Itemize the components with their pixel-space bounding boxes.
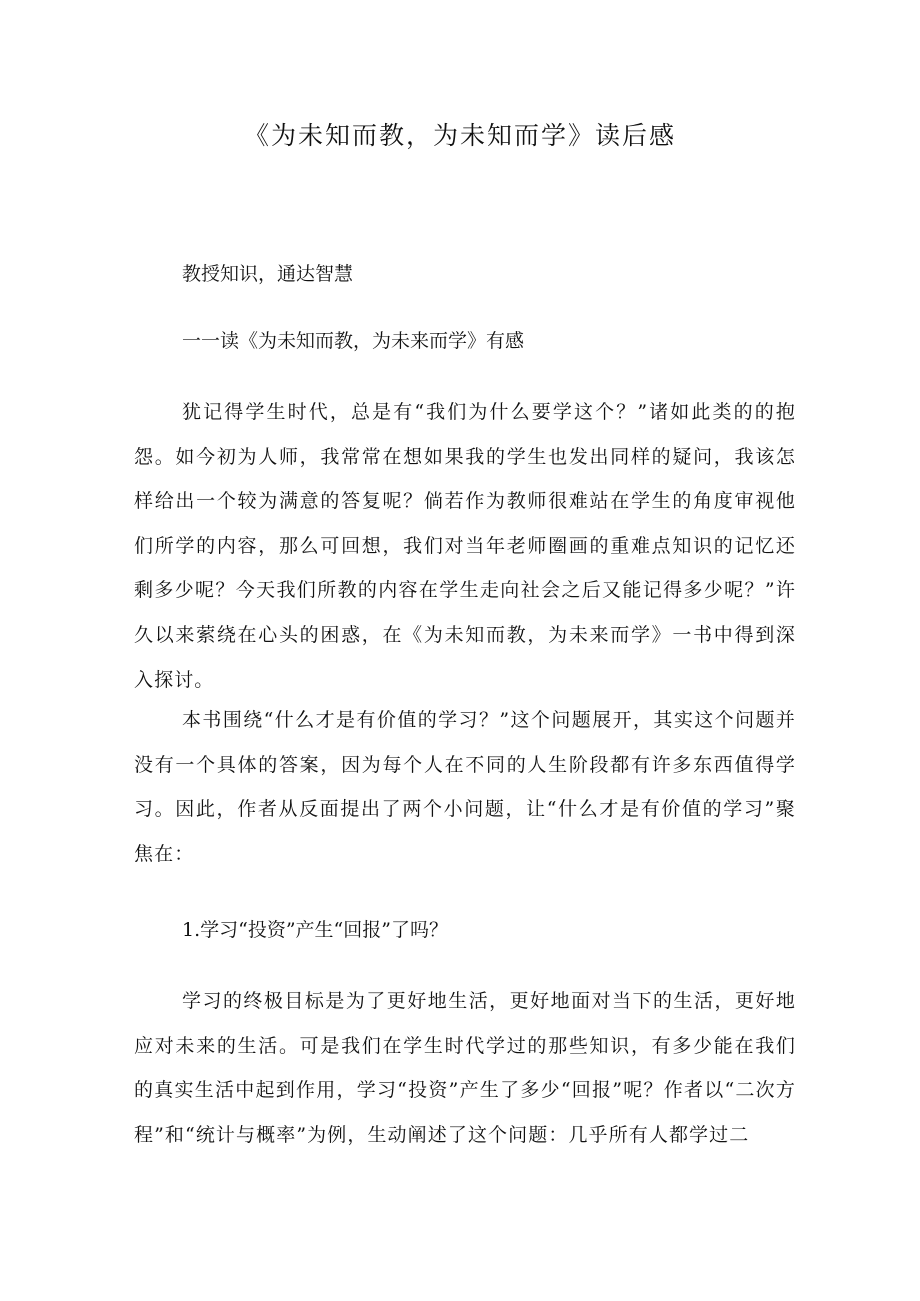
section-subtitle: 教授知识，通达智慧: [182, 263, 354, 285]
document-title: 《为未知而教，为未知而学》读后感: [243, 121, 676, 150]
numbered-heading-1: 1.学习“投资”产生“回报”了吗？: [182, 919, 448, 941]
paragraph-1: 犹记得学生时代，总是有“我们为什么要学这个？”诸如此类的的抱怨。如今初为人师，我常常在想如果我的学生也发出同样的疑问，我该怎样给出一个较为满意的答复呢？倘若作为教师很难站在学生的角度审视他们所学的内容，那么可回想，我们对当年老师圈画的重难点知识的记忆还剩多少呢？今天我们所教的内容在学生走向社会之后又能记得多少呢？”许久以来萦绕在心头的困惑，在《为未知而教，为未来而学》一书中得到深入探讨。: [134, 401, 796, 691]
paragraph-3: 学习的终极目标是为了更好地生活，更好地面对当下的生活，更好地应对未来的生活。可是我们在学生时代学过的那些知识，有多少能在我们的真实生活中起到作用，学习“投资”产生了多少“回报”呢？作者以“二次方程”和“统计与概率”为例，生动阐述了这个问题：几乎所有人都学过二: [134, 990, 796, 1146]
paragraph-2: 本书围绕“什么才是有价值的学习？”这个问题展开，其实这个问题并没有一个具体的答案，因为每个人在不同的人生阶段都有许多东西值得学习。因此，作者从反面提出了两个小问题，让“什么才是有价值的学习”聚焦在：: [134, 709, 796, 865]
section-byline: 一一读《为未知而教，为未来而学》有感: [182, 330, 525, 352]
